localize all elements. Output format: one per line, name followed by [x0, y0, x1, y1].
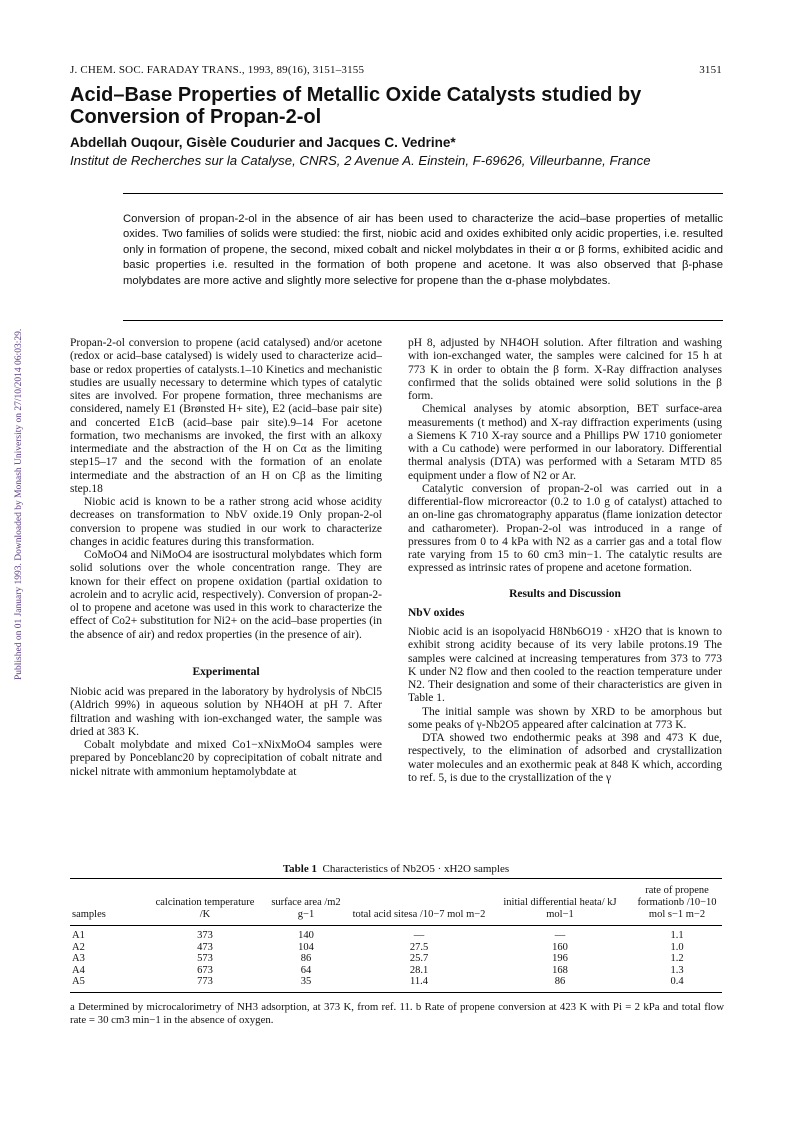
table-row: [70, 976, 722, 992]
table-cell: 373: [197, 930, 213, 941]
table-header-cell: surface area /m2 g−1: [271, 897, 341, 920]
table-cell: 1.0: [670, 941, 684, 953]
intro-paragraph-3: CoMoO4 and NiMoO4 are isostructural molybdates which form solid solutions over the whole concentration range. They are known for their effect on propene oxidation (partial oxidation to acrolein and to acrylic acid, respectively). Conversion of propan-2-ol to propene and acetone was used in this work to characterize the effect of Co2+ substitution for Ni2+ on the acid–base properties (in the absence of air) and redox properties (in the presence of air).: [70, 549, 382, 641]
table-cell: 773: [197, 976, 213, 987]
table-cell: 64: [300, 964, 312, 976]
table-caption-text: Characteristics of Nb2O5 · xH2O samples: [322, 863, 510, 875]
download-watermark-text: Published on 01 January 1993. Downloaded by Monash University on 27/10/2014 06:03:29.: [14, 328, 24, 680]
page-number: 3151: [699, 64, 722, 76]
table-cell: 35: [300, 976, 312, 987]
table-row: [70, 942, 722, 954]
abstract: Conversion of propan-2-ol in the absence of air has been used to characterize the acid–base properties of metallic oxides. Two families of solids were studied: the first, niobic acid and oxides exhibited only acidic properties, i.e. resulted only in formation of propene, the second, mixed cobalt and nickel molybdates in their α or β forms, exhibited acidic and basic properties i.e. resulted in the formation of both propene and acetone. It was also observed that β-phase molybdates are more active and slightly more selective for propene than the α-phase molybdates.: [123, 213, 723, 287]
methods-paragraph-2: Chemical analyses by atomic absorption, BET surface-area measurements (t method) and X-ray diffraction experiments (using a Siemens K 710 X-ray source and a Phillips PW 1710 goniometer with a Cu cathode) were performed in our laboratory. Differential thermal analysis (DTA) was performed with a Setaram MTD 85 equipment under a flow of N2 or Ar.: [408, 403, 722, 482]
results-paragraph-3: DTA showed two endothermic peaks at 398 and 473 K due, respectively, to the elimination of adsorbed and crystallization water molecules and an exothermic peak at 848 K which, according to ref. 5, is due to the crystallization of the γ: [408, 732, 722, 784]
abstract-bottom-rule: [123, 320, 723, 321]
running-head: [70, 64, 722, 76]
table-cell: 1.1: [670, 930, 684, 941]
table-cell: 673: [197, 964, 213, 976]
table-cell: 86: [300, 953, 312, 964]
table-cell: 25.7: [409, 953, 429, 964]
author-list: Abdellah Ouqour, Gisèle Coudurier and Jacques C. Vedrine*: [70, 135, 456, 150]
table-cell: —: [554, 930, 566, 941]
table-row: [70, 953, 722, 965]
data-table: [70, 878, 722, 993]
left-column: [70, 337, 382, 779]
experimental-paragraph-2: Cobalt molybdate and mixed Co1−xNixMoO4 samples were prepared by Ponceblanc20 by coprecipitation of cobalt nitrate and nickel nitrate with ammonium heptamolybdate at: [70, 739, 382, 778]
table-header-cell: calcination temperature /K: [155, 897, 255, 920]
table-cell: 86: [554, 976, 566, 987]
results-paragraph-2: The initial sample was shown by XRD to be amorphous but some peaks of γ-Nb2O5 appeared after calcination at 773 K.: [408, 705, 722, 731]
right-column: [408, 337, 722, 785]
results-paragraph-1: Niobic acid is an isopolyacid H8Nb6O19 · xH2O that is known to exhibit strong acidity because of its very labile protons.19 The samples were calcined at increasing temperatures from 373 to 773 K under N2 flow and then cooled to the reaction temperature under N2. Their designation and some of their characteristics are given in Table 1.: [408, 626, 722, 705]
abstract-top-rule: [123, 193, 723, 194]
table-cell: A4: [72, 964, 85, 976]
table-cell: 573: [197, 953, 213, 964]
table-caption: [0, 863, 792, 875]
article-title: Acid–Base Properties of Metallic Oxide Catalysts studied by Conversion of Propan-2-ol: [70, 84, 642, 128]
table-cell: 11.4: [410, 976, 428, 987]
table-cell: A5: [72, 976, 85, 987]
table-header-cell: samples: [72, 909, 106, 920]
table-cell: 473: [197, 941, 213, 953]
table-cell: 168: [552, 964, 568, 976]
table-cell: A2: [72, 941, 85, 953]
section-heading-results: Results and Discussion: [509, 587, 621, 600]
table-header-row: [70, 879, 722, 926]
table-cell: 1.3: [670, 964, 684, 976]
subsection-heading-nb-oxides: NbV oxides: [408, 606, 465, 619]
table-cell: 196: [552, 953, 568, 964]
table-cell: —: [413, 930, 425, 941]
experimental-paragraph-1: Niobic acid was prepared in the laboratory by hydrolysis of NbCl5 (Aldrich 99%) in aqueous solution by NH4OH at pH 7. After filtration and washing with ion-exchanged water, the sample was dried at 383 K.: [70, 686, 382, 738]
table-cell: A3: [72, 953, 85, 964]
table-cell: 160: [552, 941, 568, 953]
journal-citation: J. CHEM. SOC. FARADAY TRANS., 1993, 89(16), 3151–3155: [70, 64, 365, 76]
table-cell: 0.4: [670, 976, 684, 987]
table-caption-label: Table 1: [282, 863, 317, 875]
intro-paragraph-2: Niobic acid is known to be a rather strong acid whose acidity decreases on transformation to NbV oxide.19 Only propan-2-ol conversion to propene was studied in our work to characterize changes in acidic features during this transformation.: [70, 496, 382, 548]
table-header-cell: total acid sitesa /10−7 mol m−2: [352, 909, 486, 920]
table-row: [70, 965, 722, 977]
intro-paragraph-1: Propan-2-ol conversion to propene (acid catalysed) and/or acetone (redox or acid–base catalysed) is widely used to characterize acid–base or redox properties of catalysts.1–10 Kinetics and mechanistic studies are usually necessary to determine which types of catalytic sites are involved. For propene formation, three mechanisms are considered, namely E1 (Brønsted H+ site), E2 (acid–base pair site) and concerted E1cB (acid–base pair site).9–14 For acetone formation, two mechanisms are invoked, the first with an alkoxy intermediate and the abstraction of the H on Cα as the limiting step15–17 and the second with the formation of an enolate intermediate and the abstraction of an H on Cβ as the limiting step.18: [70, 337, 382, 495]
table-cell: 28.1: [409, 964, 429, 976]
section-heading-experimental: Experimental: [192, 665, 260, 678]
table-cell: 1.2: [670, 953, 684, 964]
table-cell: 27.5: [409, 941, 429, 953]
table-header-cell: initial differential heata/ kJ mol−1: [503, 897, 617, 920]
table-cell: 104: [298, 941, 314, 953]
table-cell: A1: [72, 930, 85, 941]
table-cell: 140: [298, 930, 314, 941]
methods-paragraph-1: pH 8, adjusted by NH4OH solution. After filtration and washing with ion-exchanged water, the samples were calcined for 15 h at 773 K in order to obtain the β form. X-Ray diffraction analyses confirmed that the solids obtained were solid solutions in the β form.: [408, 337, 722, 402]
affiliation: Institut de Recherches sur la Catalyse, CNRS, 2 Avenue A. Einstein, F-69626, Villeurbanne, France: [70, 153, 651, 168]
table-row: [70, 926, 722, 942]
download-watermark: [3, 180, 24, 680]
table-header-cell: rate of propene formationb /10−10 mol s−1 m−2: [637, 885, 717, 920]
methods-paragraph-3: Catalytic conversion of propan-2-ol was carried out in a differential-flow microreactor (0.2 to 1.0 g of catalyst) attached to an on-line gas chromatography apparatus (flame ionization detector and catharometer). Propan-2-ol was introduced in a range of pressures from 0 to 4 kPa with N2 as a carrier gas and a total flow rate varying from 15 to 60 cm3 min−1. The catalytic results are expressed as intrinsic rates of propene and acetone formation.: [408, 482, 722, 575]
table-footnote: a Determined by microcalorimetry of NH3 adsorption, at 373 K, from ref. 11. b Rate of propene conversion at 423 K with Pi = 2 kPa and total flow rate = 30 cm3 min−1 in the absence of oxygen.: [70, 1001, 724, 1026]
